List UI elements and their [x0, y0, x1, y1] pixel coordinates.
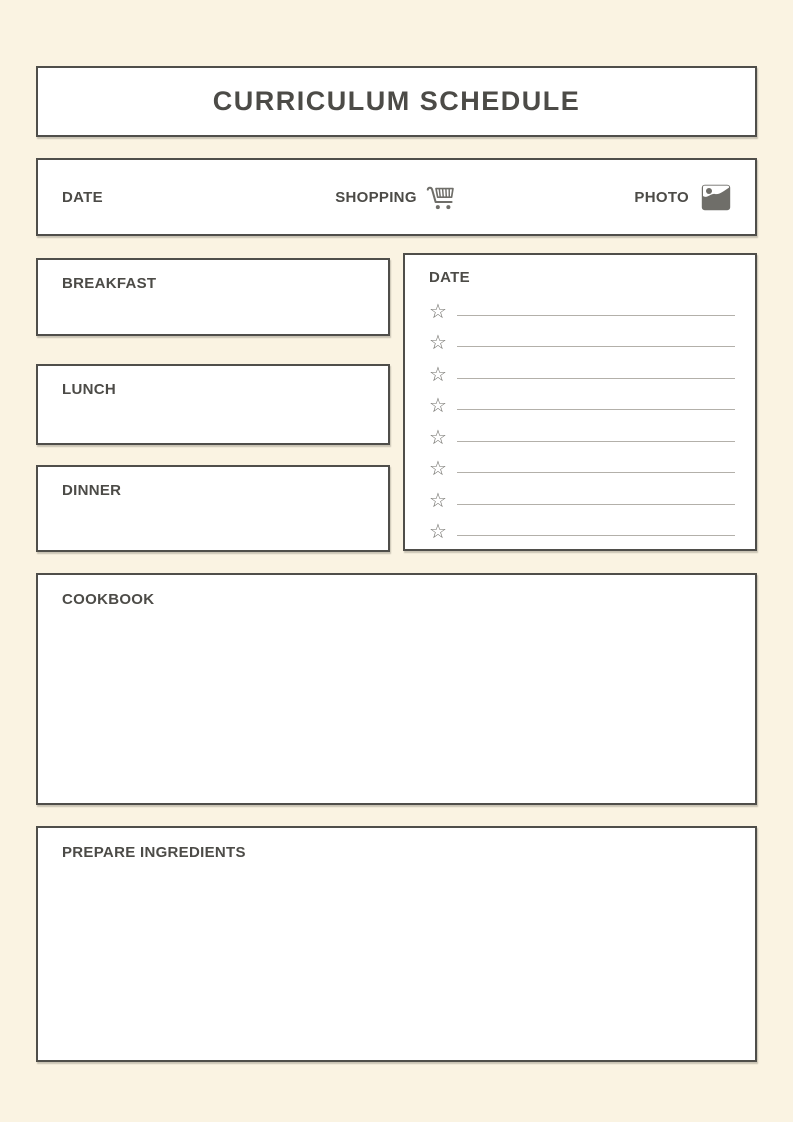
photo-icon [701, 184, 731, 211]
page-title: CURRICULUM SCHEDULE [212, 86, 581, 116]
dinner-label: DINNER [62, 482, 122, 499]
date-label: DATE [62, 188, 103, 206]
star-icon: ☆ [429, 458, 447, 480]
prepare-ingredients-label: PREPARE INGREDIENTS [62, 844, 246, 861]
checklist-line[interactable] [457, 378, 735, 379]
photo-field[interactable] [508, 184, 731, 211]
star-icon: ☆ [429, 332, 447, 354]
shopping-field[interactable] [285, 182, 508, 212]
checklist-row[interactable] [429, 480, 735, 512]
checklist-line[interactable] [457, 472, 735, 473]
checklist-row[interactable] [429, 323, 735, 355]
date-field[interactable] [62, 189, 285, 206]
checklist-row[interactable] [429, 417, 735, 449]
date-checklist-heading: DATE [429, 269, 470, 286]
checklist-line[interactable] [457, 346, 735, 347]
shopping-cart-icon [425, 182, 458, 212]
title-box [36, 66, 757, 137]
dinner-box[interactable] [36, 465, 390, 552]
lunch-box[interactable] [36, 364, 390, 445]
prepare-ingredients-box[interactable] [36, 826, 757, 1062]
breakfast-label: BREAKFAST [62, 275, 157, 292]
star-icon: ☆ [429, 300, 447, 323]
checklist-line[interactable] [457, 315, 735, 316]
photo-label: PHOTO [634, 188, 689, 206]
checklist-row[interactable] [429, 354, 735, 386]
star-icon: ☆ [429, 426, 447, 449]
breakfast-box[interactable] [36, 258, 390, 336]
star-icon: ☆ [429, 521, 447, 543]
date-checklist-rows [429, 291, 735, 543]
cookbook-box[interactable] [36, 573, 757, 805]
info-bar [36, 158, 757, 236]
checklist-line[interactable] [457, 504, 735, 505]
star-icon: ☆ [429, 363, 447, 386]
cookbook-label: COOKBOOK [62, 591, 155, 608]
checklist-line[interactable] [457, 409, 735, 410]
checklist-row[interactable] [429, 449, 735, 481]
star-icon: ☆ [429, 489, 447, 512]
shopping-label: SHOPPING [335, 188, 417, 206]
checklist-row[interactable] [429, 291, 735, 323]
star-icon: ☆ [429, 395, 447, 417]
checklist-row[interactable] [429, 512, 735, 544]
checklist-line[interactable] [457, 535, 735, 536]
checklist-line[interactable] [457, 441, 735, 442]
lunch-label: LUNCH [62, 381, 116, 398]
checklist-row[interactable] [429, 386, 735, 418]
date-checklist-box [403, 253, 757, 551]
